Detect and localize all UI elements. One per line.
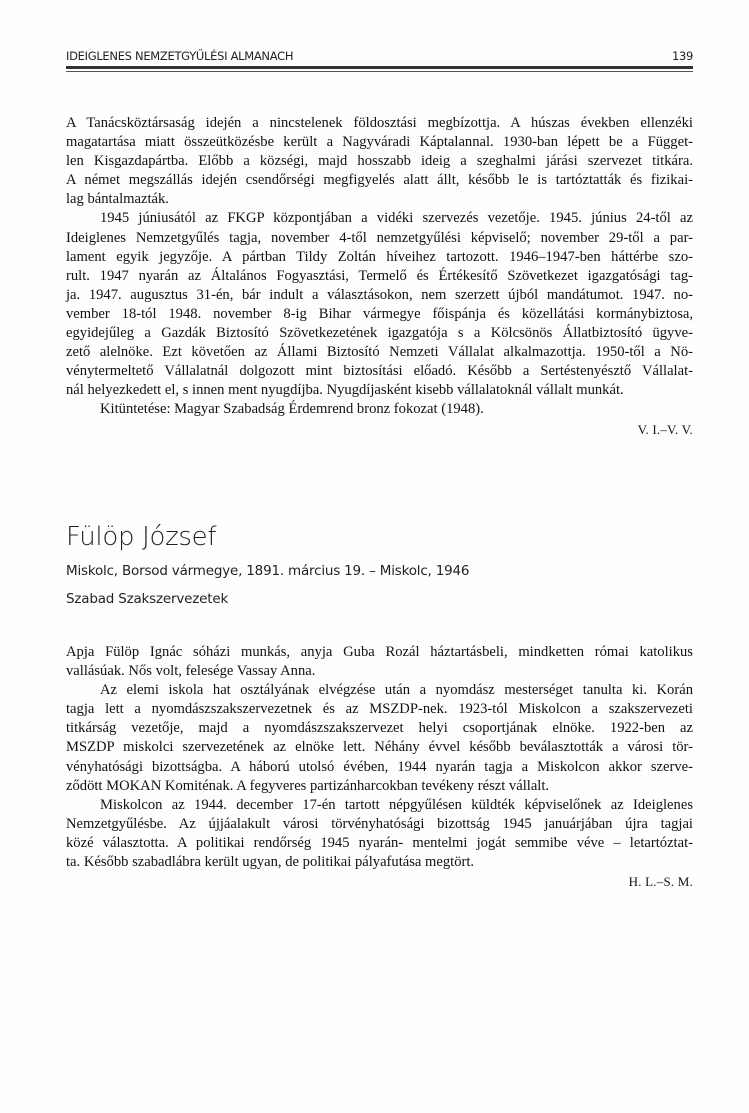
text-line: ta. Később szabadlábra került ugyan, de politikai pályafutása megtört.	[66, 854, 475, 871]
text-line: egyidejűleg a Gazdák Biztosító Szövetkezetének igazgatója s a Kölcsönös Állatbiztosító ügyve-	[66, 325, 693, 342]
text-line: nál helyezkedett el, s innen ment nyugdíjba. Nyugdíjasként kisebb vállalatoknál vállalt munkát.	[66, 382, 624, 399]
text-line: vallásúak. Nős volt, felesége Vassay Anna.	[66, 663, 316, 680]
text-line: A német megszállás idején csendőrségi megfigyelés alatt állt, később le is tartóztatták és fizikai-	[66, 172, 693, 189]
text-line: vénytermeltető Vállalatnál dolgozott mint biztosítási előadó. Később a Sertéstenyésztő Vállalat-	[66, 363, 693, 380]
paragraph	[66, 114, 693, 209]
paragraph	[66, 209, 693, 400]
author-signature: V. I.–V. V.	[637, 421, 693, 437]
text-line: 1945 júniusától az FKGP központjában a vidéki szervezés vezetője. 1945. június 24-től az	[100, 210, 693, 227]
running-head	[66, 49, 693, 63]
running-head-title: IDEIGLENES NEMZETGYŰLÉSI ALMANACH	[66, 49, 294, 63]
text-line: lag bántalmazták.	[66, 191, 169, 208]
paragraph	[66, 643, 693, 681]
text-line: Apja Fülöp Ignác sóházi munkás, anyja Guba Rozál háztartásbeli, mindketten római katolikus	[66, 644, 693, 660]
text-line: közé választotta. A politikai rendőrség 1945 nyarán- mentelmi jogát semmibe véve – letartóztat-	[66, 834, 693, 851]
text-line: len Kisgazdapártba. Előbb a községi, majd hosszabb ideig a szeghalmi járási szervezet titkára.	[66, 153, 693, 170]
paragraph	[66, 400, 693, 419]
text-line: A Tanácsköztársaság idején a nincstelenek földosztási megbízottja. A húszas években ellenzéki	[66, 115, 693, 131]
text-line: Az elemi iskola hat osztályának elvégzése után a nyomdász mesterséget tanulta ki. Korán	[100, 682, 693, 699]
entry-birth-death: Miskolc, Borsod vármegye, 1891. március 19. – Miskolc, 1946	[66, 563, 470, 579]
text-line: vényhatósági bizottságba. A háború utolsó évében, 1944 nyarán tagja a Miskolcon akkor szerve-	[66, 758, 693, 775]
text-line: titkárság vezetője, majd a nyomdászszakszervezet helyi csoportjának elnöke. 1922-ben az	[66, 720, 693, 737]
text-line: Nemzetgyűlésbe. Az újjáalakult városi törvényhatósági bizottság 1945 januárjában újra tagjai	[66, 815, 693, 832]
page-number: 139	[671, 49, 693, 63]
header-rule-thick	[66, 66, 693, 69]
previous-entry-text	[66, 114, 693, 439]
text-line: Kitüntetése: Magyar Szabadság Érdemrend bronz fokozat (1948).	[100, 401, 484, 418]
paragraph	[66, 681, 693, 796]
author-signature: H. L.–S. M.	[628, 874, 693, 890]
text-line: ja. 1947. augusztus 31-én, bár indult a választásokon, nem szerzett újból mandátumot. 1947. no-	[66, 286, 693, 303]
paragraph	[66, 796, 693, 872]
header-rule-thin	[66, 71, 693, 72]
entry-party: Szabad Szakszervezetek	[66, 591, 229, 607]
text-line: rult. 1947 nyarán az Általános Fogyasztási, Termelő és Értékesítő Szövetkezet igazgatósági tag-	[66, 267, 693, 284]
text-line: Miskolcon az 1944. december 17-én tartott népgyűlésen küldték képviselőnek az Ideiglenes	[100, 796, 693, 813]
text-line: lament egyik jegyzője. A pártban Tildy Zoltán híveihez tartozott. 1946–1947-ben háttérbe szo-	[66, 248, 693, 265]
text-line: zető alelnöke. Ezt követően az Állami Biztosító Nemzeti Vállalat alkalmazottja. 1950-től a Nö-	[66, 344, 693, 361]
text-line: tagja lett a nyomdászszakszervezetnek és az MSZDP-nek. 1923-tól Miskolcon a szakszervezeti	[66, 701, 693, 718]
text-line: ződött MOKAN Komiténak. A fegyveres partizánharcokban tevékeny részt vállalt.	[66, 777, 550, 794]
text-line: MSZDP miskolci szervezetének az elnöke lett. Néhány évvel később beválasztották a városi tör-	[66, 739, 693, 756]
text-line: magatartása miatt összeütközésbe került a Nagyváradi Káptalannal. 1930-ban lépett be a Függet-	[66, 134, 693, 151]
entry-text	[66, 643, 693, 891]
entry-name: Fülöp József	[66, 522, 217, 552]
text-line: Ideiglenes Nemzetgyűlés tagja, november 4-től nemzetgyűlési képviselő; november 29-től a par-	[66, 229, 693, 246]
text-line: vember 18-tól 1948. november 8-ig Bihar vármegye főispánja és közellátási kormánybiztosa,	[66, 305, 693, 322]
